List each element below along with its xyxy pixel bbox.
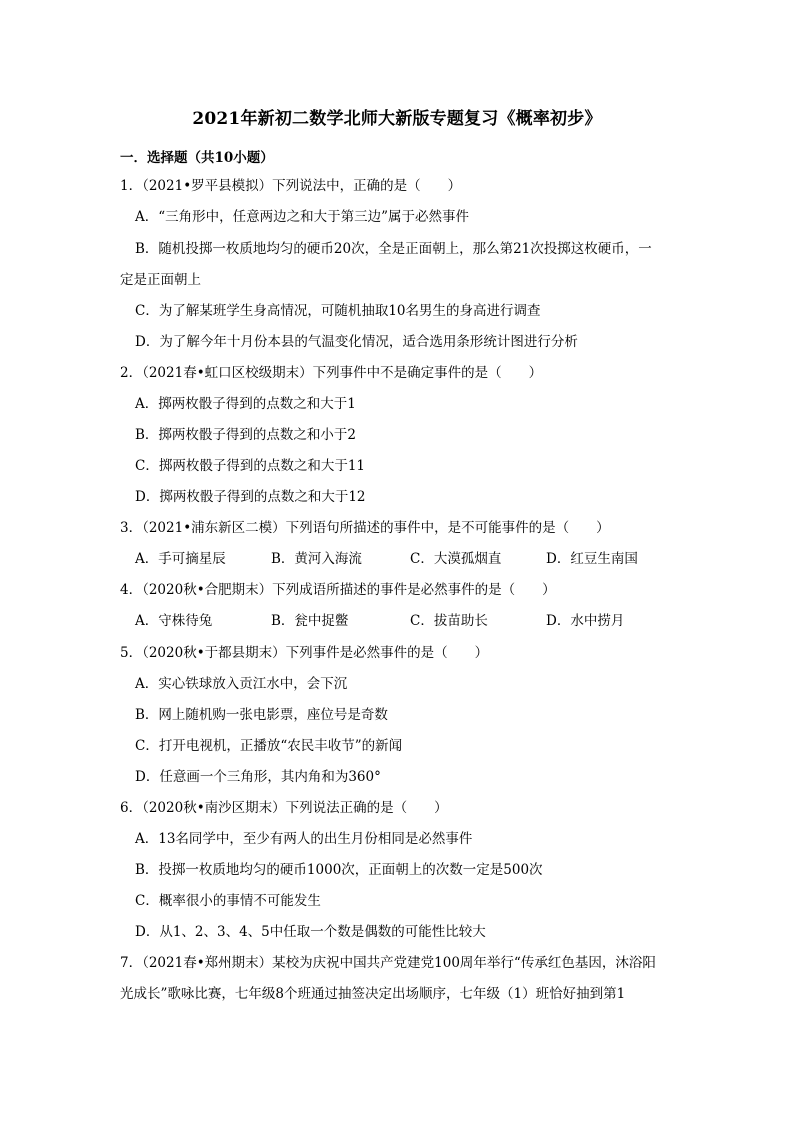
question-6-stem: 6．（2020秋•南沙区期末）下列说法正确的是（ ）: [120, 800, 448, 816]
question-1-option-c: C．为了解某班学生身高情况，可随机抽取10名男生的身高进行调查: [135, 303, 541, 319]
question-6-option-c: C．概率很小的事情不可能发生: [135, 893, 321, 909]
question-1-option-d: D．为了解今年十月份本县的气温变化情况，适合选用条形统计图进行分析: [135, 334, 578, 350]
question-6-option-a: A．13名同学中，至少有两人的出生月份相同是必然事件: [135, 831, 473, 847]
question-1-option-b-continued: 定是正面朝上: [120, 272, 201, 288]
question-2-option-d: D．掷两枚骰子得到的点数之和大于12: [135, 489, 366, 505]
question-4-option-a: A．守株待兔: [135, 613, 213, 629]
question-3-option-a: A．手可摘星辰: [135, 551, 226, 567]
question-1-option-a: A．“三角形中，任意两边之和大于第三边”属于必然事件: [135, 209, 470, 225]
question-3-option-b: B．黄河入海流: [271, 551, 362, 567]
question-2-option-c: C．掷两枚骰子得到的点数之和大于11: [135, 458, 366, 474]
question-6-option-b: B．投掷一枚质地均匀的硬币1000次，正面朝上的次数一定是500次: [135, 862, 543, 878]
question-3-option-c: C．大漠孤烟直: [410, 551, 502, 567]
question-2-option-a: A．掷两枚骰子得到的点数之和大于1: [135, 396, 356, 412]
question-4-option-b: B．瓮中捉鳖: [271, 613, 349, 629]
question-7-stem: 7．（2021春•郑州期末）某校为庆祝中国共产党建党100周年举行“传承红色基因，沐浴阳: [120, 955, 656, 971]
question-1-stem: 1．（2021•罗平县模拟）下列说法中，正确的是（ ）: [120, 178, 462, 194]
question-2-option-b: B．掷两枚骰子得到的点数之和小于2: [135, 427, 357, 443]
question-5-option-d: D．任意画一个三角形，其内角和为360°: [135, 769, 381, 785]
question-4-option-c: C．拔苗助长: [410, 613, 488, 629]
question-4-option-d: D．水中捞月: [546, 613, 625, 629]
question-5-option-b: B．网上随机购一张电影票，座位号是奇数: [135, 707, 388, 723]
question-2-stem: 2．（2021春•虹口区校级期末）下列事件中不是确定事件的是（ ）: [120, 365, 543, 381]
question-5-stem: 5．（2020秋•于都县期末）下列事件是必然事件的是（ ）: [120, 645, 489, 661]
question-7-stem-continued: 光成长”歌咏比赛，七年级8个班通过抽签决定出场顺序，七年级（1）班恰好抽到第1: [120, 986, 626, 1002]
question-4-stem: 4．（2020秋•合肥期末）下列成语所描述的事件是必然事件的是（ ）: [120, 582, 556, 598]
question-1-option-b: B．随机投掷一枚质地均匀的硬币20次，全是正面朝上，那么第21次投掷这枚硬币，一: [135, 241, 652, 257]
question-3-stem: 3．（2021•浦东新区二模）下列语句所描述的事件中，是不可能事件的是（ ）: [120, 520, 610, 536]
question-3-option-d: D．红豆生南国: [546, 551, 638, 567]
section-heading: 一．选择题（共10小题）: [120, 150, 274, 166]
question-6-option-d: D．从1、2、3、4、5中任取一个数是偶数的可能性比较大: [135, 924, 486, 940]
question-5-option-c: C．打开电视机，正播放“农民丰收节”的新闻: [135, 738, 403, 754]
question-5-option-a: A．实心铁球放入贡江水中，会下沉: [135, 676, 348, 692]
page-title: 2021年新初二数学北师大新版专题复习《概率初步》: [192, 109, 602, 129]
